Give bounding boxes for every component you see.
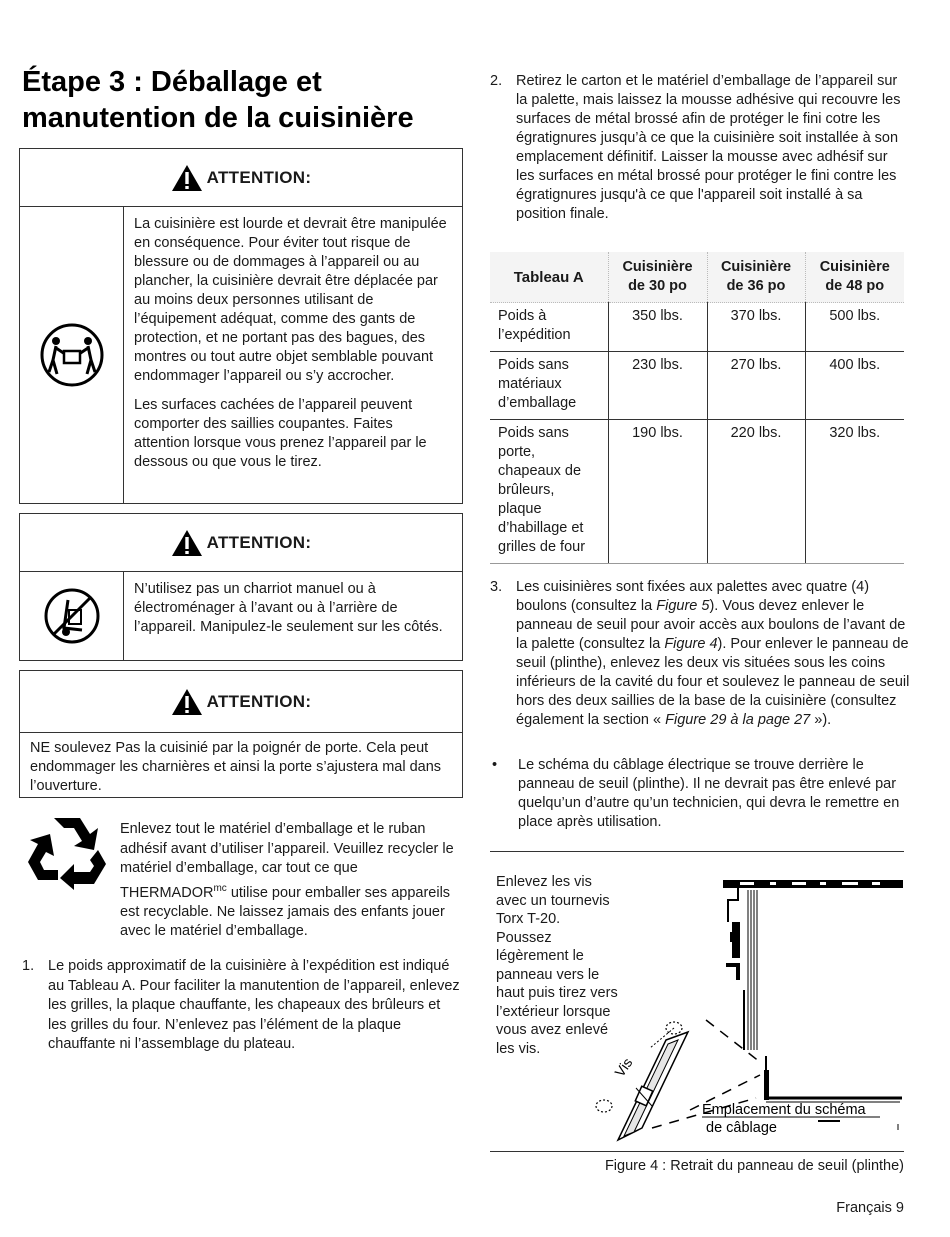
table-header-row xyxy=(490,252,904,303)
recycle-icon xyxy=(24,814,110,890)
wiring-location-label-1: Emplacement du schéma xyxy=(702,1102,866,1118)
figure-4-instructions: Enlevez les vis avec un tournevis Torx T-20. Poussez légèrement le panneau vers le haut puis tirez vers l’extérieur lorsque vous avez enlevé les vis. xyxy=(496,874,618,1057)
attention-header xyxy=(20,671,462,733)
attention-box-hand-truck xyxy=(19,513,463,661)
attention-label: ATTENTION: xyxy=(206,691,312,711)
table-col-header: Cuisinière de 30 po xyxy=(608,252,707,303)
warning-triangle-icon xyxy=(171,164,203,192)
attention-text-2: Les surfaces cachées de l’appareil peuvent comporter des saillies coupantes. Faites attention lorsque vous prenez l’appareil par le dessous ou que vous le tirez. xyxy=(134,397,427,470)
attention-text: NE soulevez Pas la cuisinié par la poignér de porte. Cela peut endommager les charnières et ainsi la porte s’ajustera mal dans l’ouverture. xyxy=(30,740,442,794)
two-person-lift-icon xyxy=(39,322,105,388)
recycle-text: Enlevez tout le matériel d’emballage et le ruban adhésif avant d’utiliser l’appareil. Veuillez recycler le matériel d’emballage, car tout ce que $THERMADOR^{mc}$ utilise pour emballer ses appareils est recyclable. Ne laissez jamais des enfants jouer avec le matériel d’emballage. xyxy=(120,821,454,940)
weights-table xyxy=(490,252,904,564)
warning-triangle-icon xyxy=(171,529,203,557)
attention-text: N’utilisez pas un charriot manuel ou à électroménager à l’avant ou à l’arrière de l’appareil. Manipulez-le seulement sur les côtés. xyxy=(134,581,443,635)
attention-label: ATTENTION: xyxy=(206,167,312,187)
wiring-location-label-2: de câblage xyxy=(706,1120,777,1136)
figure-4-caption: Figure 4 : Retrait du panneau de seuil (plinthe) xyxy=(604,1158,904,1174)
attention-label: ATTENTION: xyxy=(206,532,312,552)
figure-5-ref: Figure 5 xyxy=(656,598,710,614)
attention-box-door-handle xyxy=(19,670,463,798)
table-col-header: Cuisinière de 48 po xyxy=(805,252,904,303)
page-title-line-2: manutention de la cuisinière xyxy=(22,102,414,134)
table-title: Tableau A xyxy=(490,252,608,303)
figure-4-ref: Figure 4 xyxy=(664,636,718,652)
figure-top-rule xyxy=(490,851,904,852)
list-item-2: 2. Retirez le carton et le matériel d’emballage de l’appareil sur la palette, mais laissez la mousse adhésive qui recouvre les surfaces de métal brossé afin de protéger le fini cotre les égratignures jusqu’à ce que la cuisinière soit installée à son emplacement définitif. Laisser la mousse avec adhésif sur les surfaces en métal brossé pour protéger le fini contre les égratignures jusqu'à ce que l'appareil soit installé à sa position finale. xyxy=(490,73,901,222)
page-title xyxy=(22,64,462,136)
page-footer: Français 9 xyxy=(836,1200,904,1216)
list-item-3: 3. Les cuisinières sont fixées aux palettes avec quatre (4) boulons (consultez la Figure 5). Vous devez enlever le panneau de seuil pour avoir accès aux boulons de l’avant de la palette (consultez la Figure 4). Pour enlever le panneau de seuil (plinthe), enlevez les deux vis situées sous les coins inférieurs de la cavité du four et soulevez le panneau de seuil hors des deux saillies de la base de la cuisinière (consultez également la section « Figure 29 à la page 27 »). xyxy=(490,579,910,728)
page-title-line-1: Étape 3 : Déballage et xyxy=(22,66,322,98)
figure-bottom-rule xyxy=(490,1151,904,1152)
attention-box-heavy xyxy=(19,148,463,504)
table-row: Poids sans matériaux d’emballage 230 lbs. 270 lbs. 400 lbs. xyxy=(490,352,904,420)
screw-label: Vis xyxy=(611,1054,636,1080)
attention-header xyxy=(20,149,462,207)
attention-header xyxy=(20,514,462,572)
list-item-bullet: • Le schéma du câblage électrique se trouve derrière le panneau de seuil (plinthe). Il ne devrait pas être enlevé par quelqu’un d’autre qu’un technicien, qui devra le remettre en place après utilisation. xyxy=(492,757,900,830)
list-item-1: 1. Le poids approximatif de la cuisinière à l’expédition est indiqué au Tableau A. Pour faciliter la manutention de l’appareil, enlevez les grilles, la plaque chauffante, les chapeaux des brûleurs et les grilles du four. N’enlevez pas l’élément de la plaque chauffante ni l’assemblage du plateau. xyxy=(22,958,460,1052)
figure-29-ref: Figure 29 à la page 27 xyxy=(665,712,811,728)
table-col-header: Cuisinière de 36 po xyxy=(707,252,805,303)
toe-kick-removal-diagram xyxy=(580,870,906,1145)
table-row: Poids à l’expédition 350 lbs. 370 lbs. 500 lbs. xyxy=(490,303,904,352)
no-hand-truck-icon xyxy=(42,586,102,646)
table-row: Poids sans porte, chapeaux de brûleurs, plaque d’habillage et grilles de four 190 lbs. 220 lbs. 320 lbs. xyxy=(490,420,904,564)
warning-triangle-icon xyxy=(171,688,203,716)
attention-text-1: La cuisinière est lourde et devrait être manipulée en conséquence. Pour éviter tout risque de blessure ou de dommages à l’appareil ou au plancher, la cuisinière devrait être déplacée par au moins deux personnes utilisant de l’équipement adéquat, comme des gants de protection, et ne portant pas des bagues, des montres ou tout autre objet semblable pouvant endommager l’appareil ou s’y accrocher. xyxy=(134,216,447,384)
